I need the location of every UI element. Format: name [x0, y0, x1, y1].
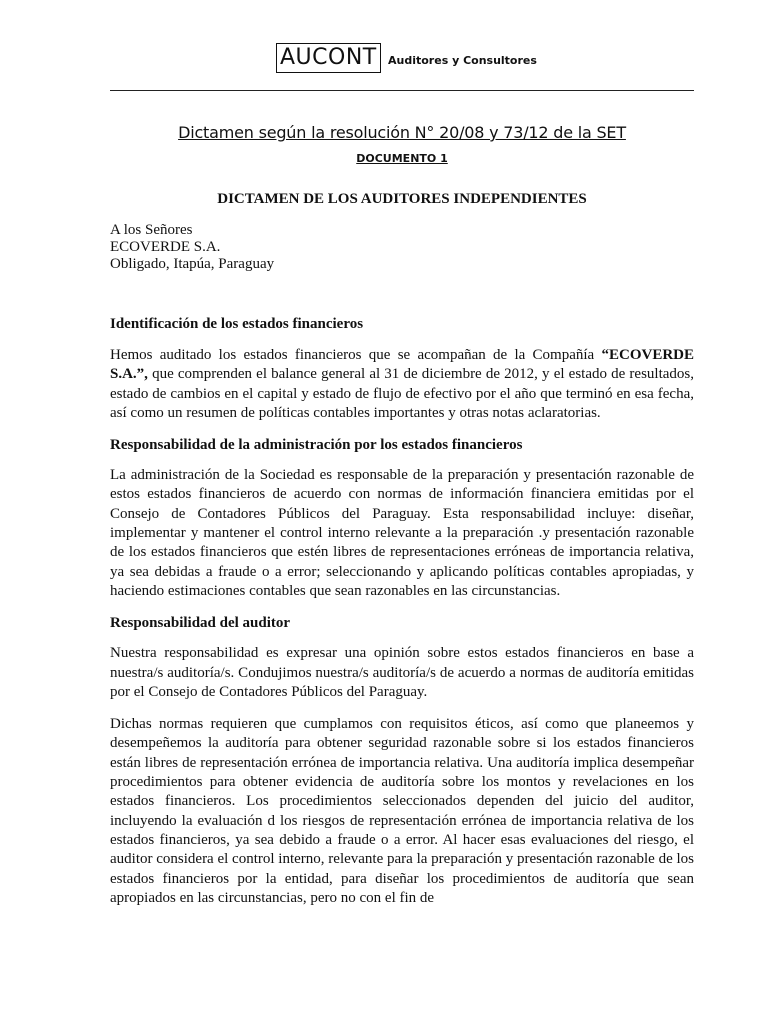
paragraph-text: que comprenden el balance general al 31 de diciembre de 2012, y el estado de resultados, estado de cambios en el capital y estado de flujo de efectivo por el año que terminó en esa fecha, así como un resumen de políticas contables importantes y otras notas aclaratorias.: [110, 366, 694, 421]
letterhead: [110, 40, 694, 91]
paragraph-identification: [110, 346, 694, 423]
paragraph-text: Hemos auditado los estados financieros que se acompañan de la Compañía: [110, 347, 602, 363]
document-page: [110, 40, 694, 908]
company-name-bold: “ECOVERDE S.A.”,: [110, 347, 694, 383]
addressee-block: [110, 222, 694, 273]
document-title: Dictamen según la resolución N° 20/08 y 73/12 de la SET: [178, 123, 626, 142]
paragraph-auditor-2: Dichas normas requieren que cumplamos con requisitos éticos, así como que planeemos y desempeñemos la auditoría para obtener seguridad razonable sobre si los estados financieros están libres de representación errónea de importancia relativa. Una auditoría implica desempeñar procedimientos para obtener evidencia de auditoría sobre los montos y revelaciones en los estados financieros. Los procedimientos seleccionados dependen del juicio del auditor, incluyendo la evaluación d los riesgos de representación errónea de importancia relativa de los estados financieros, ya sea debido a fraude o a error. Al hacer esas evaluaciones del riesgo, el auditor considera el control interno, relevante para la preparación y presentación razonable de los estados financieros por la entidad, para diseñar los procedimientos de auditoría que sean apropiados en las circunstancias, pero no con el fin de: [110, 716, 694, 906]
paragraph-management: La administración de la Sociedad es responsable de la preparación y presentación razonable de estos estados financieros de acuerdo con normas de información financiera emitidas por el Consejo de Contadores Públicos del Paraguay. Esta responsabilidad incluye: diseñar, implementar y mantener el control interno relevante a la preparación .y presentación razonable de los estados financieros que estén libres de representaciones erróneas de importancia relativa, ya sea debidas a fraude o a error; seleccionando y aplicando políticas contables apropiadas, y haciendo estimaciones contables que sean razonables en las circunstancias.: [110, 467, 694, 599]
addressee-line: A los Señores: [110, 222, 193, 238]
document-number: DOCUMENTO 1: [356, 152, 448, 165]
report-heading: DICTAMEN DE LOS AUDITORES INDEPENDIENTES: [217, 191, 587, 207]
section-title-identification: Identificación de los estados financieros: [110, 316, 364, 332]
paragraph-auditor-1: Nuestra responsabilidad es expresar una opinión sobre estos estados financieros en base a nuestra/s auditoría/s. Condujimos nuestra/s auditoría/s de acuerdo a normas de auditoría emitidas por el Consejo de Contadores Públicos del Paraguay.: [110, 645, 694, 700]
section-title-management: Responsabilidad de la administración por los estados financieros: [110, 437, 523, 454]
addressee-location: Obligado, Itapúa, Paraguay: [110, 256, 275, 272]
company-logo: AUCONT: [276, 43, 381, 73]
addressee-company: ECOVERDE S.A.: [110, 239, 221, 255]
company-subtitle: Auditores y Consultores: [388, 54, 537, 67]
section-title-auditor: Responsabilidad del auditor: [110, 615, 291, 632]
